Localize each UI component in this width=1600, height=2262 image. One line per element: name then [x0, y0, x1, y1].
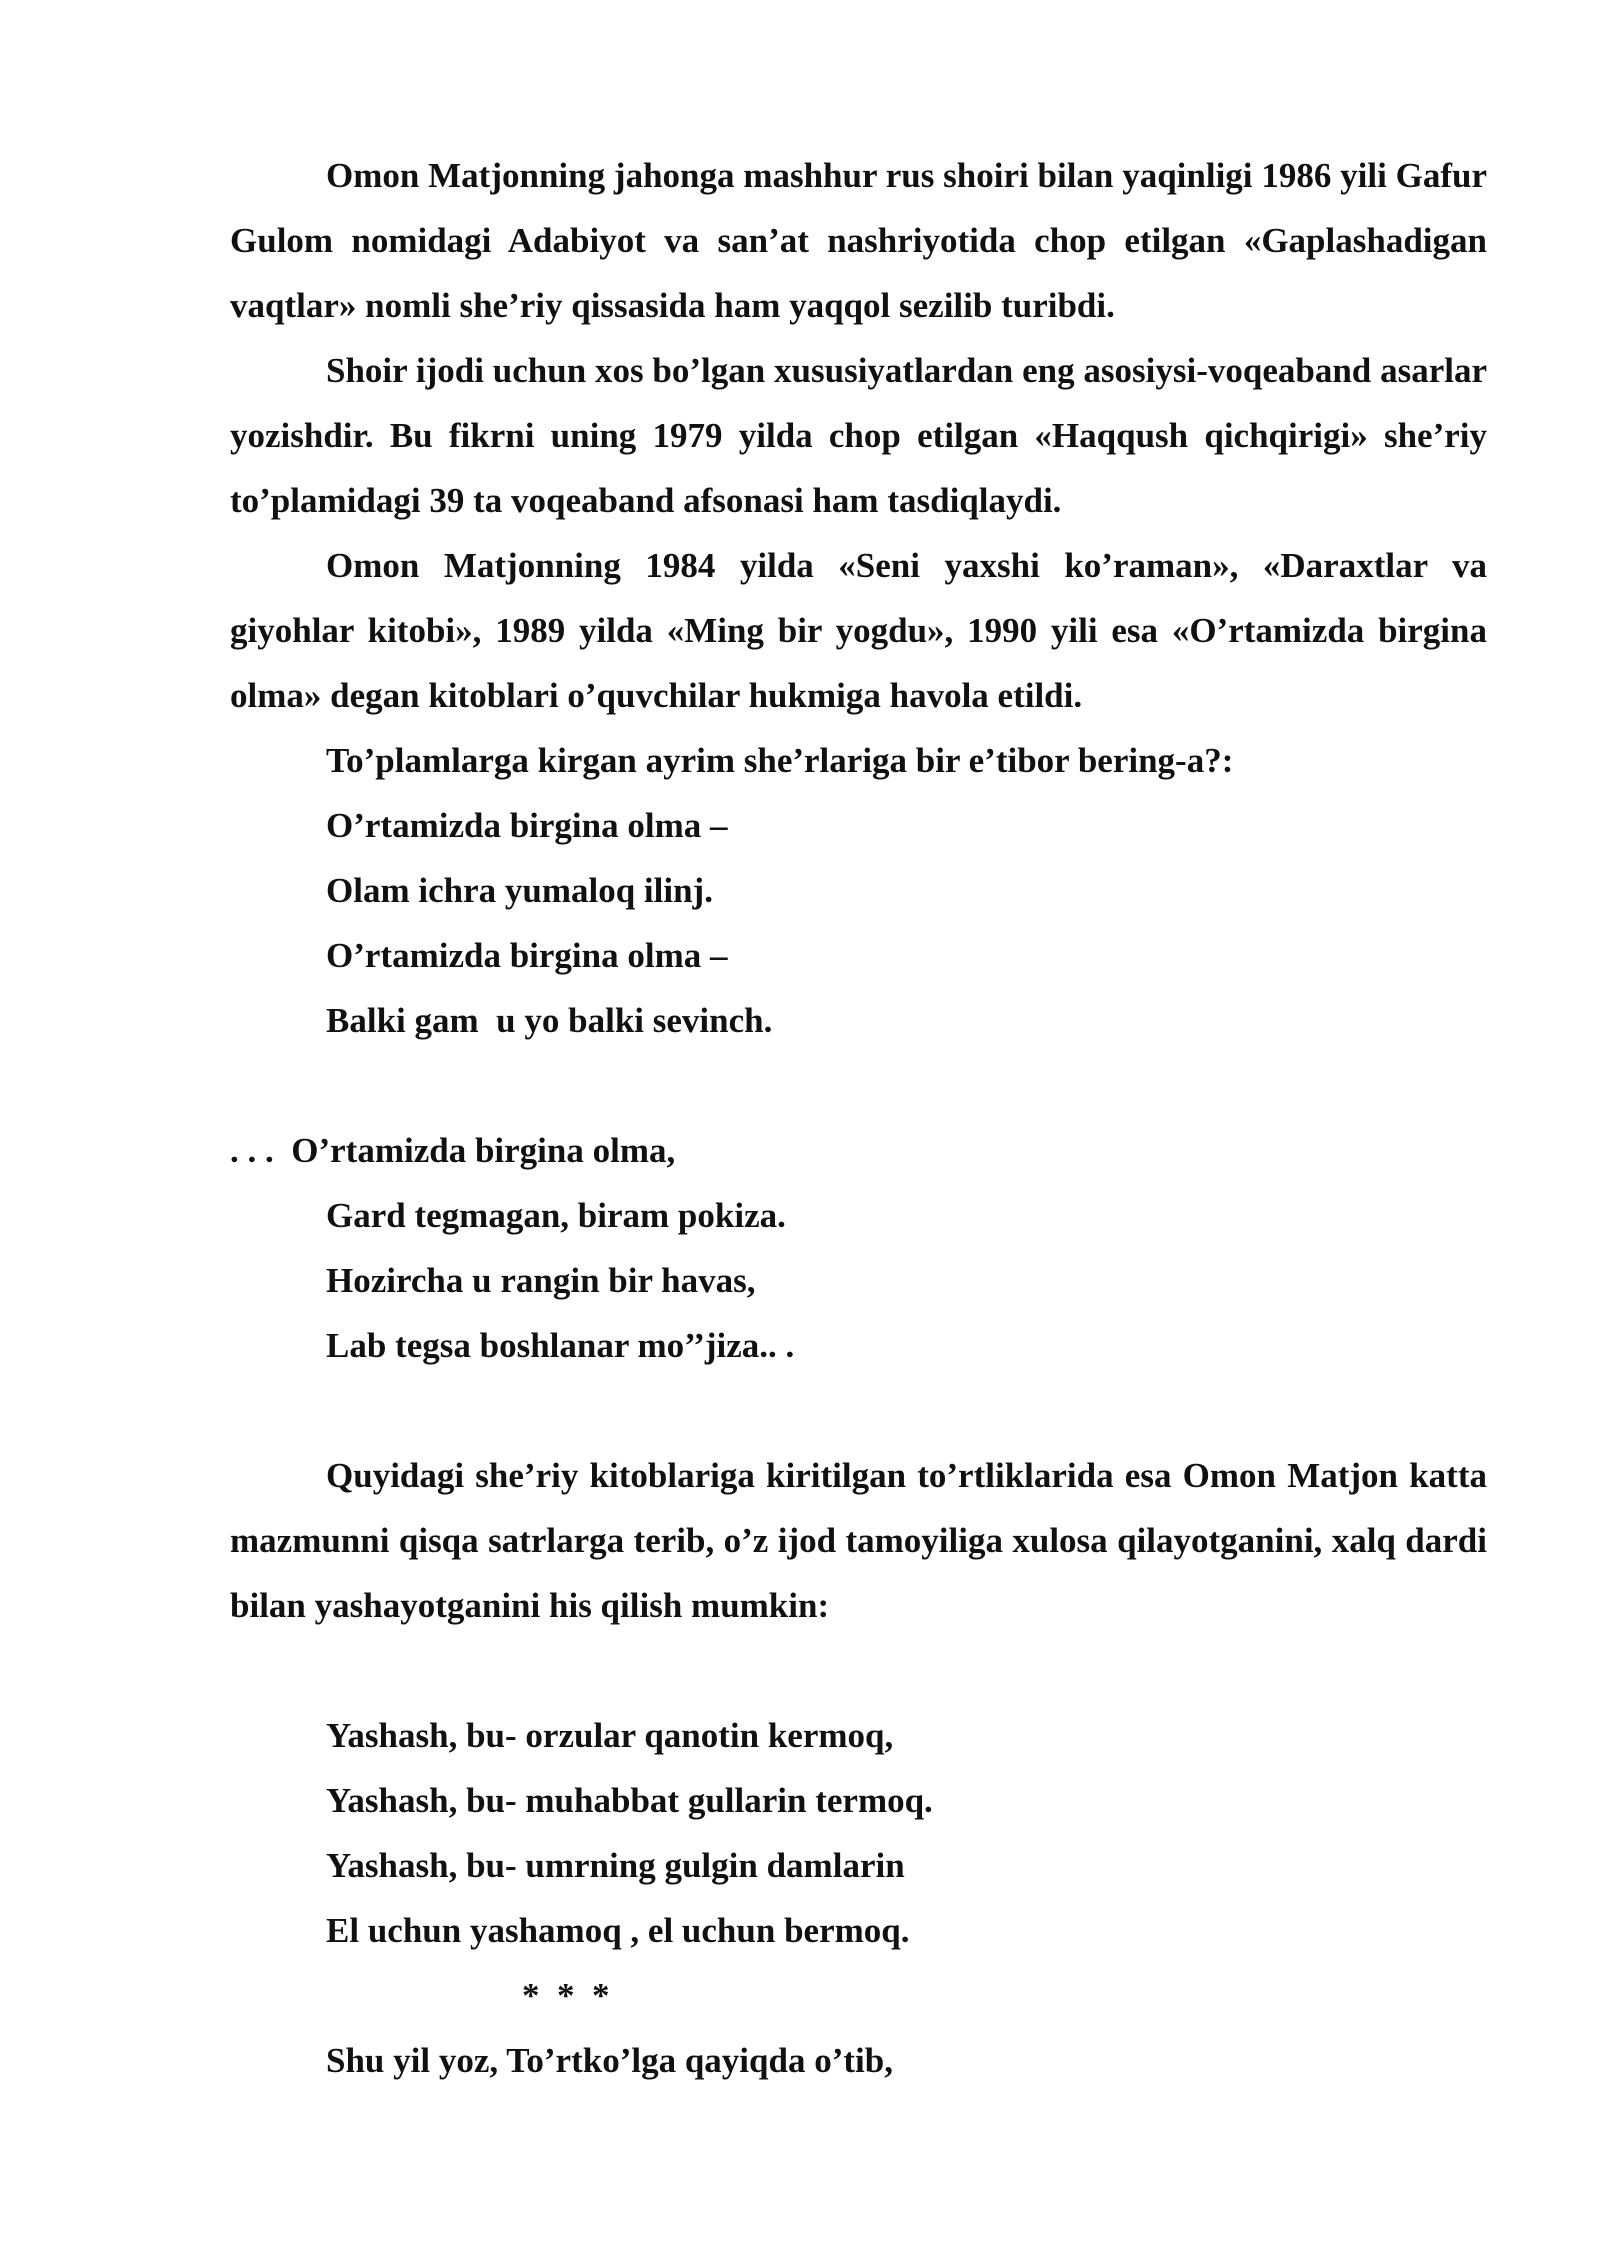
intro-line: To’plamlarga kirgan ayrim she’rlariga bir e’tibor bering-a?:: [326, 741, 1234, 780]
poem-line: O’rtamizda birgina olma –: [326, 936, 728, 975]
poem-line: Balki gam u yo balki sevinch.: [326, 1001, 773, 1040]
poem-line: Lab tegsa boshlanar mo’’jiza.. .: [326, 1326, 795, 1365]
poem-line: Olam ichra yumaloq ilinj.: [326, 871, 713, 910]
poem-line: Yashash, bu- muhabbat gullarin termoq.: [326, 1781, 933, 1820]
poem-line: . . . O’rtamizda birgina olma,: [230, 1131, 676, 1170]
paragraph-group-1: [230, 143, 1487, 728]
poem-line: Yashash, bu- umrning gulgin damlarin: [326, 1846, 905, 1885]
section-separator: * * *: [522, 1976, 610, 2015]
poem-line: El uchun yashamoq , el uchun bermoq.: [326, 1911, 910, 1950]
poem-line: O’rtamizda birgina olma –: [326, 806, 728, 845]
poem-line: Hozircha u rangin bir havas,: [326, 1261, 756, 1300]
paragraph: Omon Matjonning jahonga mashhur rus shoiri bilan yaqinligi 1986 yili Gafur Gulom nomidagi Adabiyot va san’at nashriyotida chop etilgan «Gaplashadigan vaqtlar» nomli she’riy qissasida ham yaqqol sezilib turibdi.: [230, 156, 1487, 325]
poem-line: Shu yil yoz, To’rtko’lga qayiqda o’tib,: [326, 2041, 893, 2080]
paragraph: Shoir ijodi uchun xos bo’lgan xususiyatlardan eng asosiysi-voqeaband asarlar yozishdir. Bu fikrni uning 1979 yilda chop etilgan «Haqqush qichqirigi» she’riy to’plamidagi 39 ta voqeaband afsonasi ham tasdiqlaydi.: [230, 351, 1487, 520]
paragraph: Quyidagi she’riy kitoblariga kiritilgan to’rtliklarida esa Omon Matjon katta mazmunni qisqa satrlarga terib, o’z ijod tamoyiliga xulosa qilayotganini, xalq dardi bilan yashayotganini his qilish mumkin:: [230, 1456, 1487, 1625]
poem-line: Yashash, bu- orzular qanotin kermoq,: [326, 1716, 894, 1755]
paragraph: Omon Matjonning 1984 yilda «Seni yaxshi ko’raman», «Daraxtlar va giyohlar kitobi», 1989 yilda «Ming bir yogdu», 1990 yili esa «O’rtamizda birgina olma» degan kitoblari o’quvchilar hukmiga havola etildi.: [230, 546, 1487, 715]
poem-line: Gard tegmagan, biram pokiza.: [326, 1196, 786, 1235]
paragraph-group-2: [230, 1443, 1487, 1638]
